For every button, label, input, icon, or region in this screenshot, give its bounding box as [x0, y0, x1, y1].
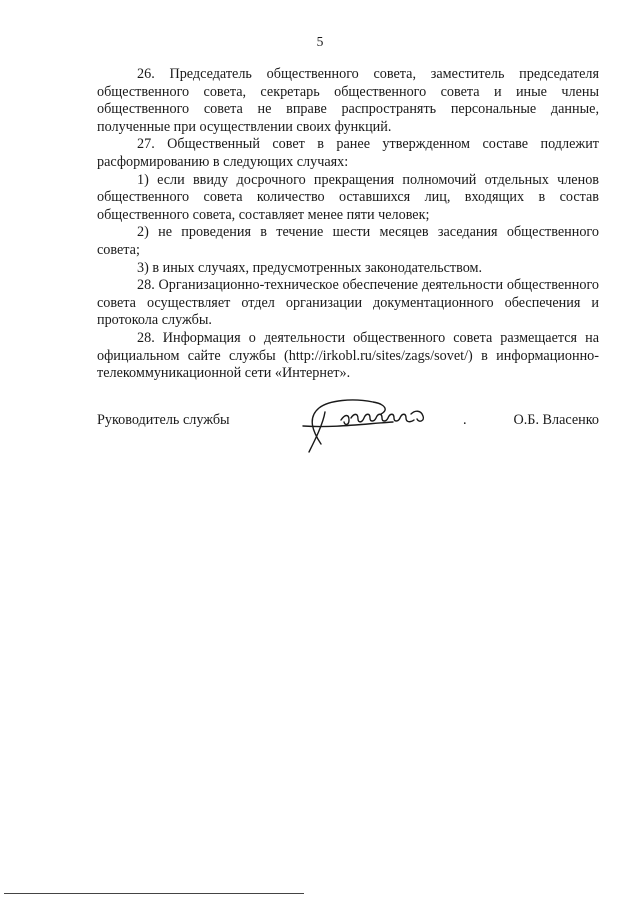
footer-divider — [4, 893, 304, 894]
paragraph-27-item-3: 3) в иных случаях, предусмотренных законодательством. — [137, 259, 483, 276]
signature-dot: . — [463, 412, 467, 428]
paragraph-27: 27. Общественный совет в ранее утвержденном составе подлежит расформированию в следующих случаях: — [97, 136, 599, 170]
handwritten-signature — [293, 392, 473, 456]
paragraph-27-item-2: 2) не проведения в течение шести месяцев заседания общественного совета; — [97, 224, 599, 258]
paragraph-28-support: 28. Организационно-техническое обеспечение деятельности общественного совета осуществляет отдел организации документационного обеспечения и протокола службы. — [97, 277, 599, 329]
document-body — [97, 66, 599, 383]
page-number: 5 — [316, 34, 324, 49]
paragraph-28-information: 28. Информация о деятельности общественного совета размещается на официальном сайте службы (http://irkobl.ru/sites/zags/sovet/) в информационно-телекоммуникационной сети «Интернет». — [97, 329, 599, 382]
signatory-title: Руководитель службы — [97, 412, 230, 428]
paragraph-27-item-1: 1) если ввиду досрочного прекращения полномочий отдельных членов общественного совета количество оставшихся лиц, входящих в состав общественного совета, составляет менее пяти человек; — [97, 171, 599, 223]
signature-block — [97, 404, 599, 464]
signatory-name: О.Б. Власенко — [513, 412, 599, 428]
paragraph-26: 26. Председатель общественного совета, заместитель председателя общественного совета, секретарь общественного совета и иные члены общественного совета не вправе распространять персональные данные, полученные при осуществлении своих функций. — [97, 66, 599, 135]
